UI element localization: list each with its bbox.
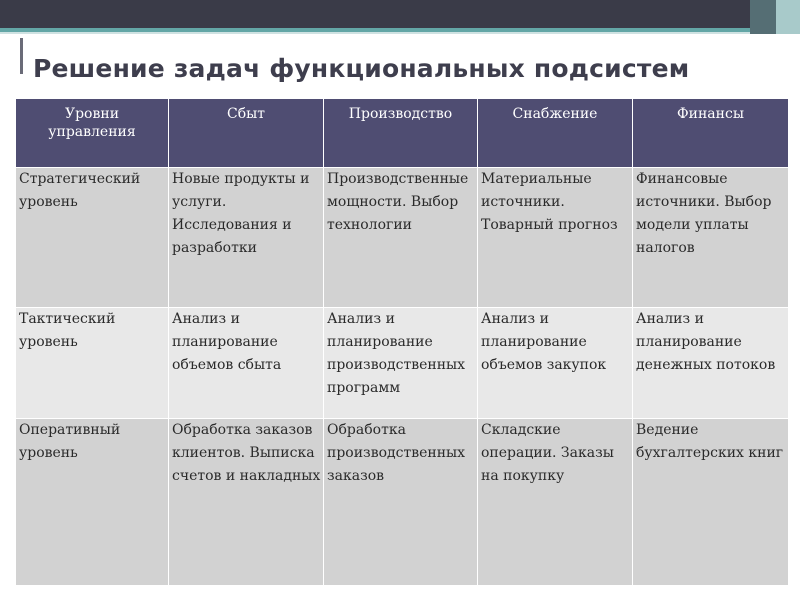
table-row xyxy=(16,419,789,586)
table-cell: Материальные источники. Товарный прогноз xyxy=(478,168,633,308)
row-label: Тактический уровень xyxy=(16,308,169,419)
title-bracket-decor xyxy=(20,38,27,74)
top-decor-bar xyxy=(0,0,800,28)
table-cell: Анализ и планирование объемов сбыта xyxy=(169,308,324,419)
functions-table xyxy=(15,98,789,586)
header-levels: Уровни управления xyxy=(16,99,169,168)
top-thin-bar xyxy=(0,32,800,34)
table-cell: Анализ и планирование производственных программ xyxy=(324,308,478,419)
table-row xyxy=(16,308,789,419)
table-cell: Анализ и планирование объемов закупок xyxy=(478,308,633,419)
table-cell: Складские операции. Заказы на покупку xyxy=(478,419,633,586)
table-cell: Ведение бухгалтерских книг xyxy=(633,419,789,586)
header-sales: Сбыт xyxy=(169,99,324,168)
table-cell: Анализ и планирование денежных потоков xyxy=(633,308,789,419)
slide-title: Решение задач функциональных подсистем xyxy=(33,54,690,83)
row-label: Оперативный уровень xyxy=(16,419,169,586)
header-finance: Финансы xyxy=(633,99,789,168)
table-cell: Новые продукты и услуги. Исследования и разработки xyxy=(169,168,324,308)
header-supply: Снабжение xyxy=(478,99,633,168)
table-cell: Производственные мощности. Выбор технологии xyxy=(324,168,478,308)
row-label: Стратегический уровень xyxy=(16,168,169,308)
table-cell: Финансовые источники. Выбор модели уплаты налогов xyxy=(633,168,789,308)
table-row xyxy=(16,168,789,308)
table-cell: Обработка заказов клиентов. Выписка счетов и накладных xyxy=(169,419,324,586)
corner-decor xyxy=(750,0,800,34)
table-header-row xyxy=(16,99,789,168)
table-cell: Обработка производственных заказов xyxy=(324,419,478,586)
header-production: Производство xyxy=(324,99,478,168)
